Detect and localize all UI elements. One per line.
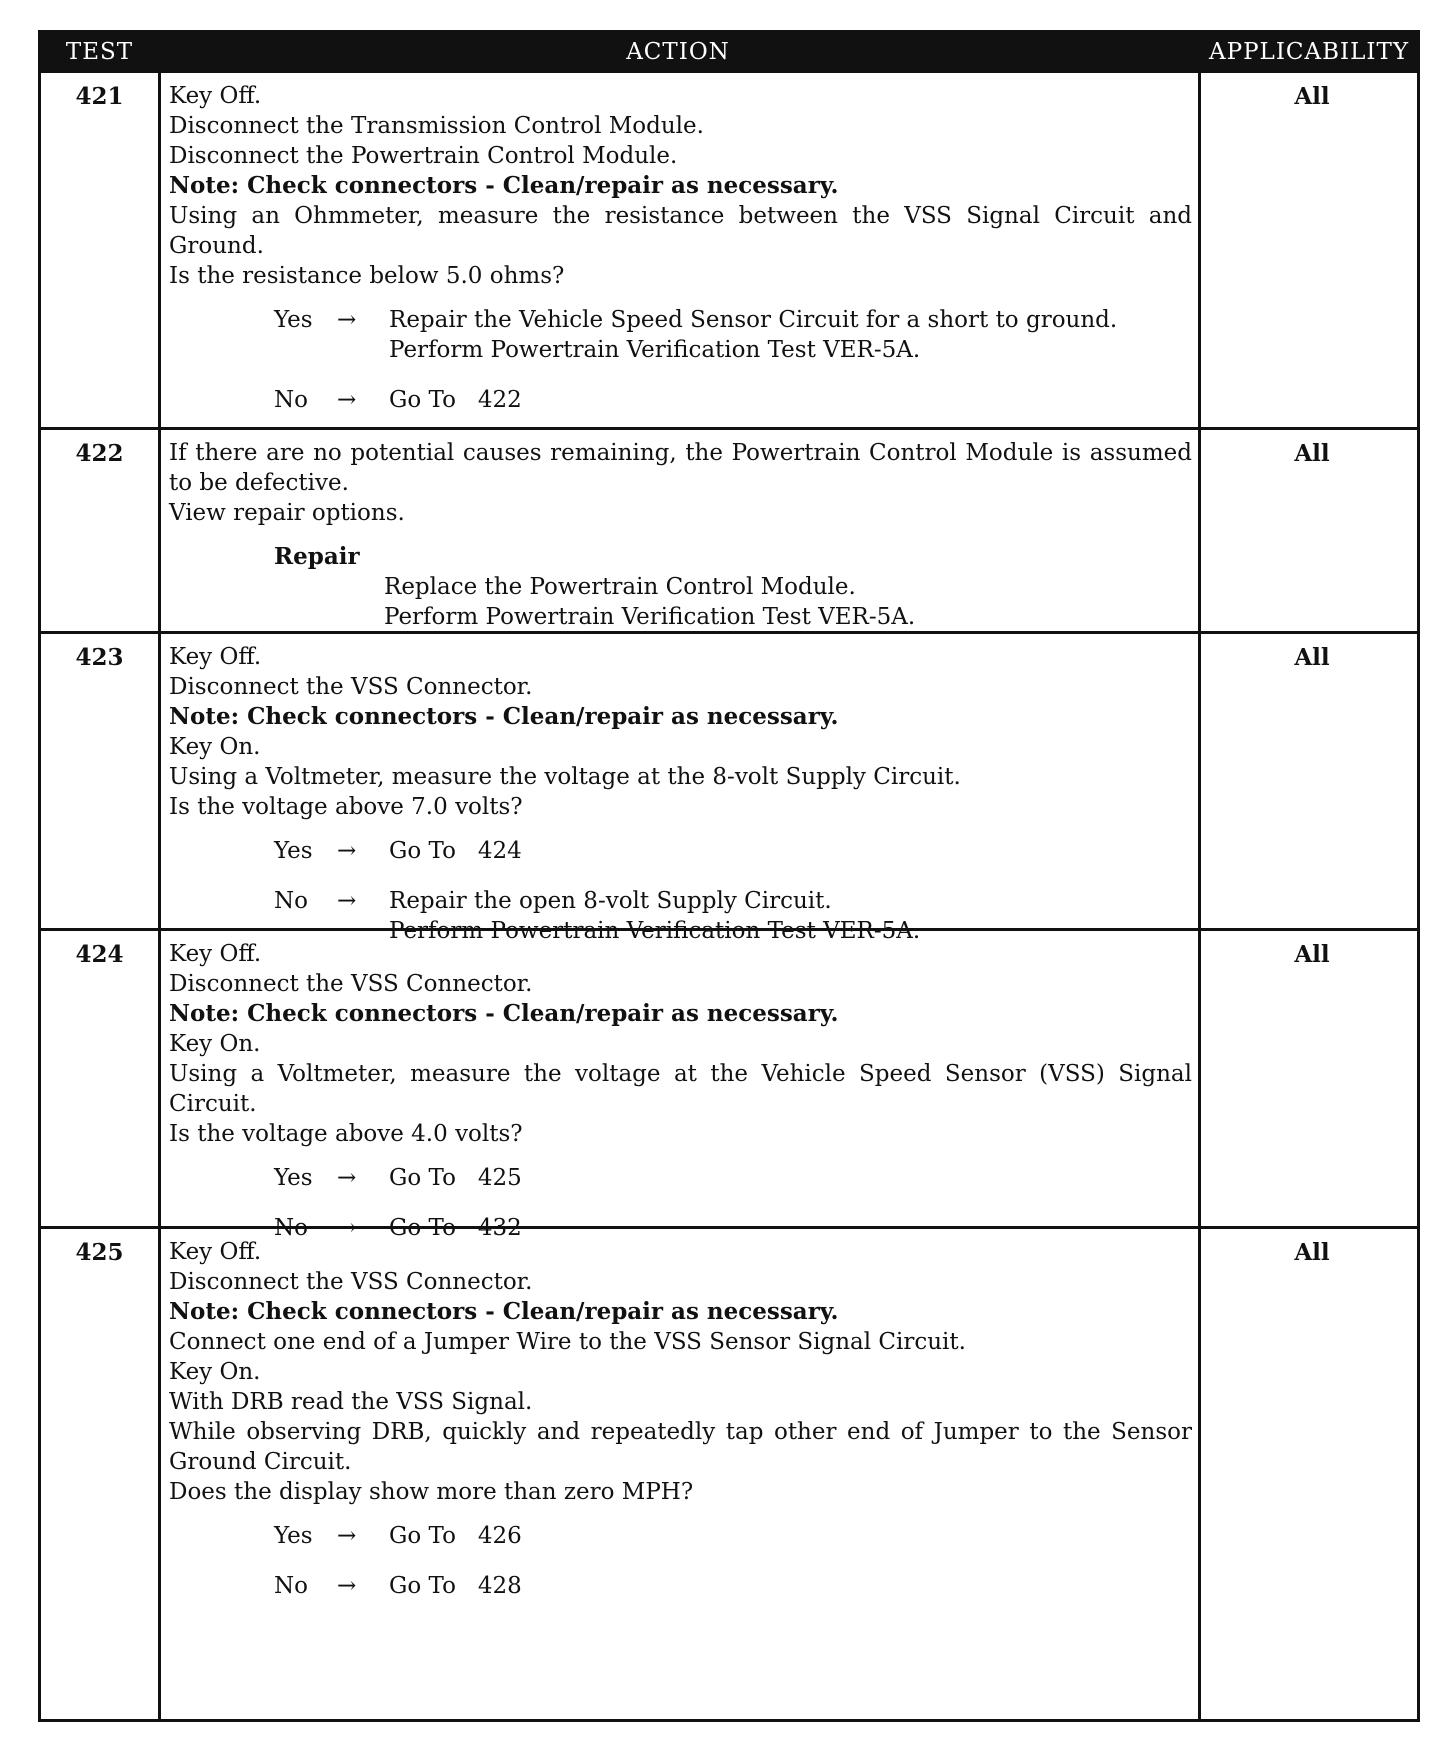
- arrow-right-icon: →: [337, 1215, 357, 1241]
- question-line: Is the voltage above 7.0 volts?: [169, 794, 523, 820]
- column-divider: [158, 73, 161, 427]
- yes-label: Yes: [274, 1165, 313, 1191]
- yes-label: Yes: [274, 307, 313, 333]
- applicability-value: All: [1294, 83, 1330, 110]
- no-label: No: [274, 1215, 308, 1241]
- yes-result: Go To 426: [389, 1523, 522, 1549]
- yes-branch: [169, 822, 1192, 872]
- note-line: Note: Check connectors - Clean/repair as necessary.: [169, 172, 839, 199]
- repair-block: [169, 528, 1192, 638]
- action-cell: [169, 81, 1192, 421]
- action-line: Key On.: [169, 1359, 261, 1385]
- no-branch: [169, 371, 1192, 421]
- question-line: Does the display show more than zero MPH?: [169, 1479, 694, 1505]
- action-line: With DRB read the VSS Signal.: [169, 1389, 533, 1415]
- test-number: 421: [75, 83, 124, 110]
- header-applicability: APPLICABILITY: [1209, 39, 1409, 65]
- no-label: No: [274, 1573, 308, 1599]
- action-line: Disconnect the VSS Connector.: [169, 674, 533, 700]
- applicability-value: All: [1294, 1239, 1330, 1266]
- action-line: Disconnect the Transmission Control Module.: [169, 113, 704, 139]
- note-line: Note: Check connectors - Clean/repair as necessary.: [169, 1000, 839, 1027]
- action-line: Key Off.: [169, 1239, 262, 1265]
- question-line: Is the voltage above 4.0 volts?: [169, 1121, 523, 1147]
- arrow-right-icon: →: [337, 1165, 357, 1191]
- action-line: If there are no potential causes remaining, the Powertrain Control Module is assumed to be defective.: [169, 440, 1192, 496]
- action-line: Using a Voltmeter, measure the voltage at the Vehicle Speed Sensor (VSS) Signal Circuit.: [169, 1061, 1192, 1117]
- repair-step: Replace the Powertrain Control Module.: [384, 574, 856, 600]
- column-divider: [158, 634, 161, 928]
- note-line: Note: Check connectors - Clean/repair as necessary.: [169, 1298, 839, 1325]
- arrow-right-icon: →: [337, 1573, 357, 1599]
- column-divider: [1198, 931, 1201, 1226]
- action-line: While observing DRB, quickly and repeatedly tap other end of Jumper to the Sensor Ground Circuit.: [169, 1419, 1192, 1475]
- column-divider: [1198, 73, 1201, 427]
- action-cell: [169, 642, 1192, 952]
- repair-step: Perform Powertrain Verification Test VER-5A.: [384, 604, 916, 630]
- action-line: Disconnect the Powertrain Control Module.: [169, 143, 678, 169]
- no-result: Go To 428: [389, 1573, 522, 1599]
- table-header: [41, 33, 1417, 73]
- yes-result-2: Perform Powertrain Verification Test VER-5A.: [389, 337, 921, 363]
- table-row-424: [41, 928, 1417, 1241]
- applicability-value: All: [1294, 440, 1330, 467]
- yes-branch: [169, 1149, 1192, 1199]
- yes-label: Yes: [274, 1523, 313, 1549]
- no-branch: [169, 1557, 1192, 1607]
- question-line: Is the resistance below 5.0 ohms?: [169, 263, 565, 289]
- applicability-value: All: [1294, 644, 1330, 671]
- no-result: Go To 422: [389, 387, 522, 413]
- arrow-right-icon: →: [337, 307, 357, 333]
- column-divider: [158, 931, 161, 1226]
- arrow-right-icon: →: [337, 888, 357, 914]
- column-divider: [158, 430, 161, 631]
- diagnostic-table: [38, 30, 1420, 1722]
- arrow-right-icon: →: [337, 1523, 357, 1549]
- header-action: ACTION: [626, 39, 730, 65]
- action-line: Key Off.: [169, 941, 262, 967]
- action-line: Connect one end of a Jumper Wire to the VSS Sensor Signal Circuit.: [169, 1329, 966, 1355]
- action-line: Disconnect the VSS Connector.: [169, 1269, 533, 1295]
- yes-branch: [169, 1507, 1192, 1557]
- yes-result: Go To 424: [389, 838, 522, 864]
- action-line: Using a Voltmeter, measure the voltage at the 8-volt Supply Circuit.: [169, 764, 961, 790]
- yes-label: Yes: [274, 838, 313, 864]
- action-line: Key Off.: [169, 644, 262, 670]
- test-number: 424: [75, 941, 124, 968]
- test-number: 423: [75, 644, 124, 671]
- note-line: Note: Check connectors - Clean/repair as necessary.: [169, 703, 839, 730]
- yes-branch: [169, 291, 1192, 371]
- action-cell: [169, 939, 1192, 1249]
- arrow-right-icon: →: [337, 838, 357, 864]
- action-line: Key Off.: [169, 83, 262, 109]
- arrow-right-icon: →: [337, 387, 357, 413]
- test-number: 425: [75, 1239, 124, 1266]
- action-line: Key On.: [169, 734, 261, 760]
- column-divider: [158, 1229, 161, 1719]
- no-label: No: [274, 387, 308, 413]
- applicability-value: All: [1294, 941, 1330, 968]
- no-result: Go To 432: [389, 1215, 522, 1241]
- no-result-2: Perform Powertrain Verification Test VER-5A.: [389, 918, 921, 944]
- table-row-425: [41, 1226, 1417, 1719]
- no-label: No: [274, 888, 308, 914]
- action-line: Disconnect the VSS Connector.: [169, 971, 533, 997]
- action-cell: [169, 1237, 1192, 1607]
- repair-label: Repair: [274, 543, 360, 570]
- action-cell: [169, 438, 1192, 638]
- column-divider: [1198, 634, 1201, 928]
- action-line: Using an Ohmmeter, measure the resistance between the VSS Signal Circuit and Ground.: [169, 203, 1192, 259]
- table-row-423: [41, 631, 1417, 944]
- table-row-421: [41, 73, 1417, 427]
- column-divider: [1198, 1229, 1201, 1719]
- table-row-422: [41, 427, 1417, 631]
- no-result: Repair the open 8-volt Supply Circuit.: [389, 888, 832, 914]
- yes-result: Repair the Vehicle Speed Sensor Circuit for a short to ground.: [389, 307, 1118, 333]
- action-line: View repair options.: [169, 500, 405, 526]
- action-line: Key On.: [169, 1031, 261, 1057]
- yes-result: Go To 425: [389, 1165, 522, 1191]
- test-number: 422: [75, 440, 124, 467]
- header-test: TEST: [65, 39, 134, 65]
